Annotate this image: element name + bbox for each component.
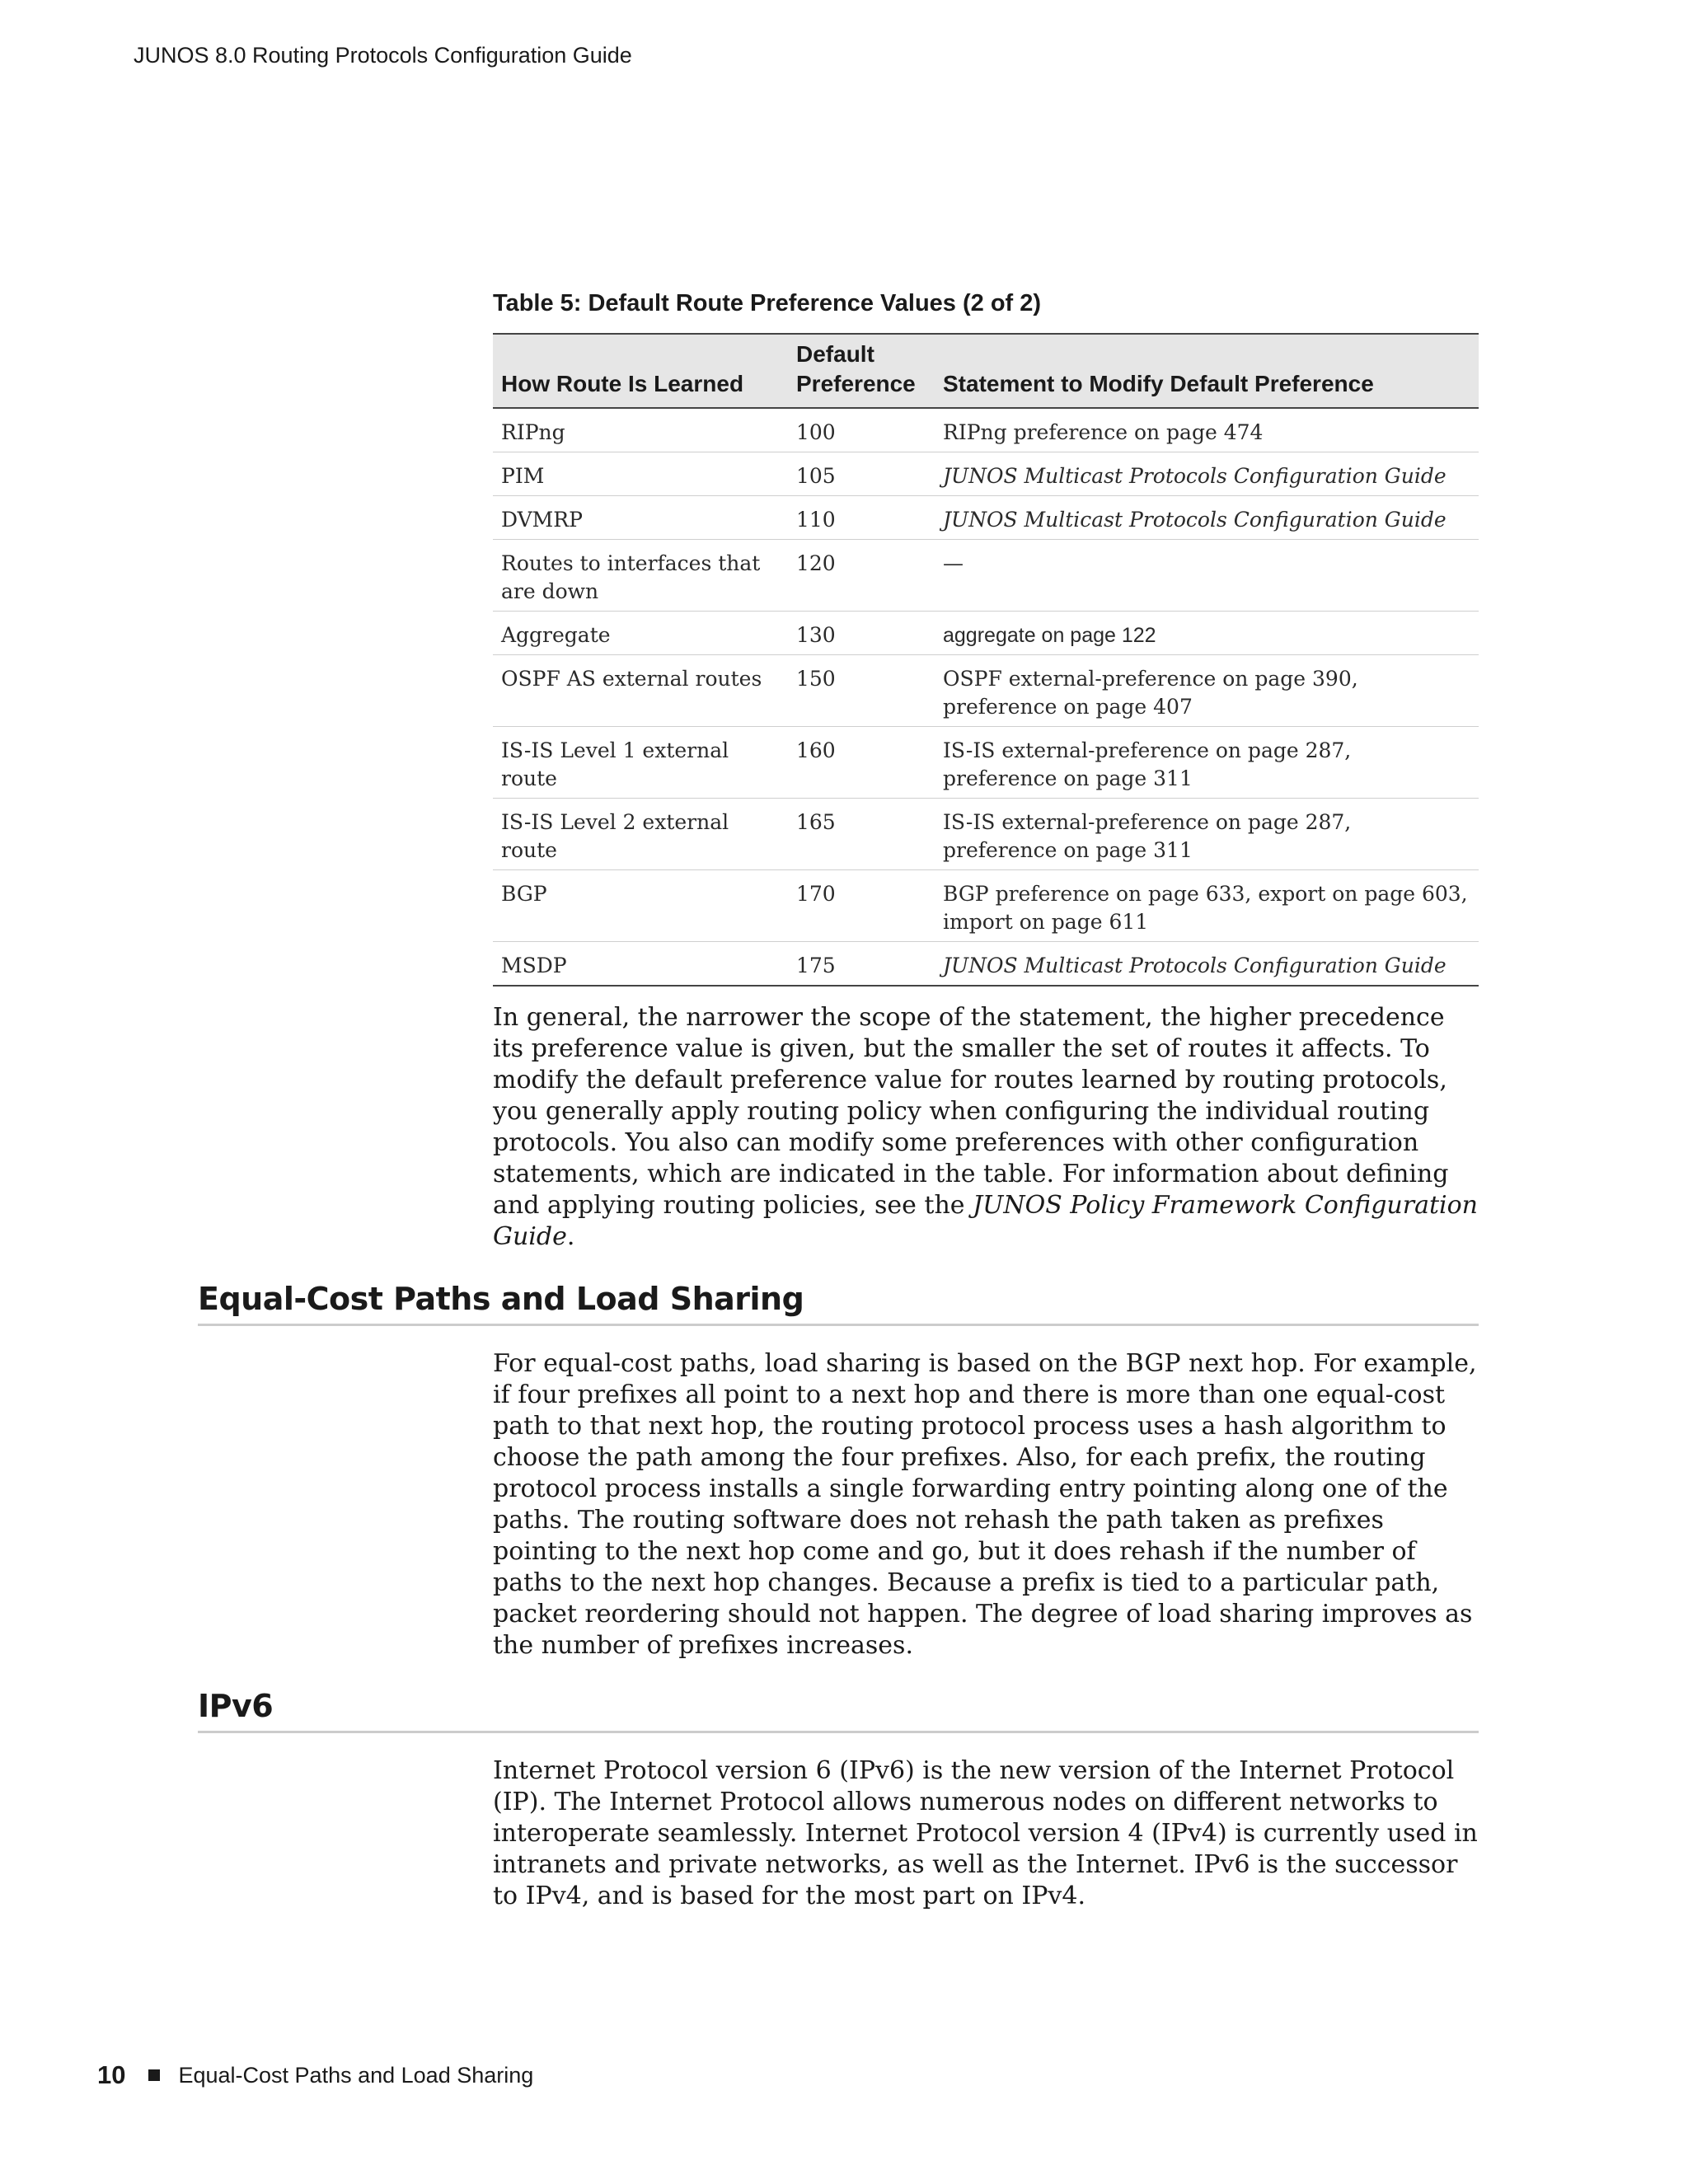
load-sharing-paragraph: For equal-cost paths, load sharing is based on the BGP next hop. For example, if four prefixes all point to a next hop and there is more than one equal-cost path to that next hop, the routing protocol process uses a hash algorithm to choose the path among the four prefixes. Also, for each prefix, the routing protocol process installs a single forwarding entry pointing along one of the paths. The routing software does not rehash the path taken as prefixes pointing to the next hop come and go, but it does rehash if the number of paths to the next hop changes. Because a prefix is tied to a particular path, packet reordering should not happen. The degree of load sharing improves as the number of prefixes increases. bbox=[493, 1349, 1477, 1660]
column-header-route: How Route Is Learned bbox=[501, 371, 744, 396]
preference-table bbox=[493, 333, 1479, 987]
table-caption: Table 5: Default Route Preference Values (2 of 2) bbox=[493, 290, 1042, 316]
cell-route: IS-IS Level 1 external route bbox=[501, 738, 729, 790]
cell-statement: JUNOS Multicast Protocols Configuration Guide bbox=[943, 508, 1447, 532]
cell-statement: JUNOS Multicast Protocols Configuration Guide bbox=[943, 464, 1447, 488]
cell-route: BGP bbox=[501, 882, 547, 906]
column-header-preference: Default Preference bbox=[796, 341, 916, 396]
cell-preference: 105 bbox=[796, 464, 836, 488]
table-row bbox=[493, 727, 1479, 799]
table-row bbox=[493, 870, 1479, 942]
cell-route: Aggregate bbox=[501, 623, 611, 647]
section-heading-load-sharing: Equal-Cost Paths and Load Sharing bbox=[198, 1281, 1479, 1326]
cell-preference: 160 bbox=[796, 738, 836, 762]
cell-statement: IS-IS external-preference on page 287, preference on page 311 bbox=[943, 810, 1352, 862]
intro-paragraph bbox=[493, 1002, 1479, 1253]
cell-preference: 120 bbox=[796, 551, 836, 575]
table-row bbox=[493, 942, 1479, 987]
policy-guide-reference: JUNOS Policy Framework Configuration Guide bbox=[493, 1191, 1478, 1251]
running-header: JUNOS 8.0 Routing Protocols Configuration Guide bbox=[134, 43, 632, 68]
cell-statement: BGP preference on page 633, export on page 603, import on page 611 bbox=[943, 882, 1468, 934]
cell-statement: IS-IS external-preference on page 287, preference on page 311 bbox=[943, 738, 1352, 790]
table-row bbox=[493, 408, 1479, 452]
table-row bbox=[493, 540, 1479, 612]
cell-route: Routes to interfaces that are down bbox=[501, 551, 761, 603]
intro-text: In general, the narrower the scope of the statement, the higher precedence its preference value is given, but the smaller the set of routes it affects. To modify the default preference value for routes learned by routing protocols, you generally apply routing policy when configuring the individual routing protocols. You also can modify some preferences with other configuration statements, which are indicated in the table. For information about defining and applying routing policies, see the bbox=[493, 1003, 1449, 1220]
cell-preference: 100 bbox=[796, 420, 836, 444]
cell-route: RIPng bbox=[501, 420, 565, 444]
cell-statement: OSPF external-preference on page 390, preference on page 407 bbox=[943, 667, 1358, 719]
table-row bbox=[493, 799, 1479, 870]
cell-statement: JUNOS Multicast Protocols Configuration Guide bbox=[943, 954, 1447, 977]
table-row bbox=[493, 655, 1479, 727]
cell-preference: 175 bbox=[796, 954, 836, 977]
cell-preference: 130 bbox=[796, 623, 836, 647]
cell-preference: 165 bbox=[796, 810, 836, 834]
intro-end: . bbox=[566, 1222, 575, 1251]
table-header-row bbox=[493, 334, 1479, 408]
cell-preference: 110 bbox=[796, 508, 836, 532]
page-number: 10 bbox=[97, 2060, 126, 2089]
ipv6-paragraph: Internet Protocol version 6 (IPv6) is the new version of the Internet Protocol (IP). The Internet Protocol allows numerous nodes on different networks to interoperate seamlessly. Internet Protocol version 4 (IPv4) is currently used in intranets and private networks, as well as the Internet. IPv6 is the successor to IPv4, and is based for the most part on IPv4. bbox=[493, 1756, 1478, 1910]
cell-statement: RIPng preference on page 474 bbox=[943, 420, 1264, 444]
page-footer bbox=[97, 2060, 533, 2090]
cell-route: DVMRP bbox=[501, 508, 583, 532]
section-heading-ipv6: IPv6 bbox=[198, 1688, 1479, 1733]
cell-route: OSPF AS external routes bbox=[501, 667, 762, 691]
cell-route: IS-IS Level 2 external route bbox=[501, 810, 729, 862]
footer-section-title: Equal-Cost Paths and Load Sharing bbox=[178, 2062, 534, 2088]
table-row bbox=[493, 496, 1479, 540]
cell-preference: 150 bbox=[796, 667, 836, 691]
square-bullet-icon bbox=[148, 2069, 160, 2081]
cell-statement: — bbox=[943, 551, 964, 575]
cell-preference: 170 bbox=[796, 882, 836, 906]
cell-route: PIM bbox=[501, 464, 545, 488]
cell-route: MSDP bbox=[501, 954, 567, 977]
column-header-statement: Statement to Modify Default Preference bbox=[943, 371, 1374, 396]
table-row bbox=[493, 452, 1479, 496]
cell-statement: aggregate on page 122 bbox=[943, 624, 1156, 647]
table-row bbox=[493, 612, 1479, 655]
